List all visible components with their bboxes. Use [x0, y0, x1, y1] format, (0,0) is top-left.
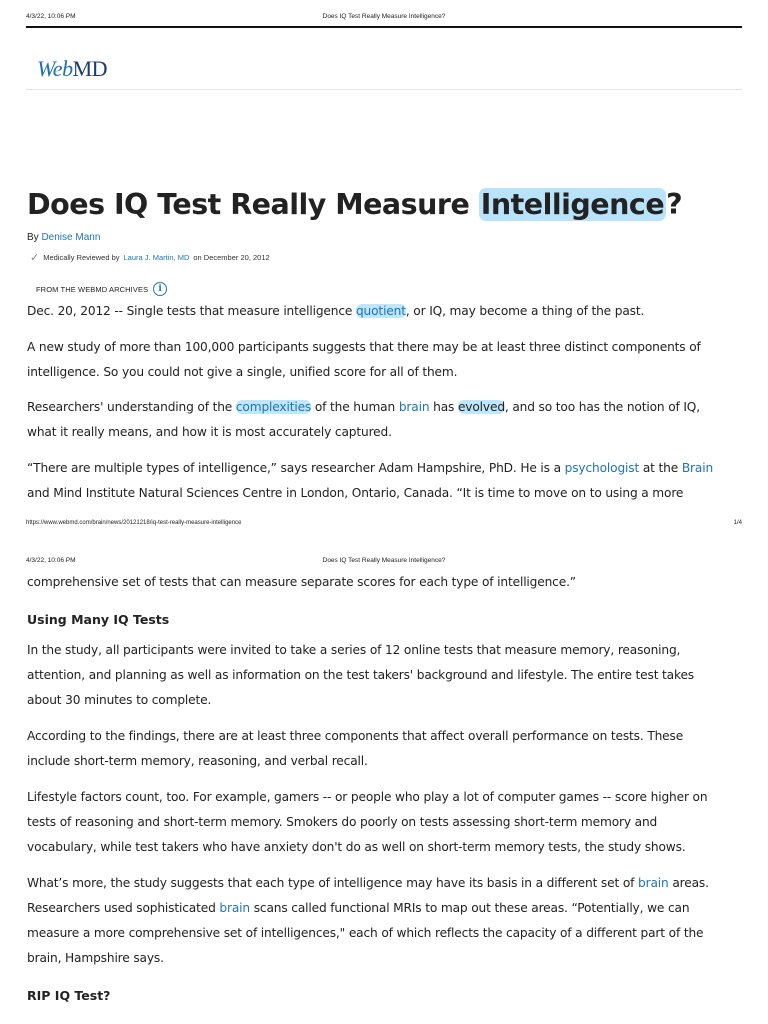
print-date: 4/3/22, 10:06 PM [26, 13, 76, 20]
p3-text-d: , and so too has the notion of IQ, what it really means, and how it is most accurately captured. [27, 400, 700, 439]
reviewed-date: on December 20, 2012 [193, 253, 270, 262]
p4-text-c: and Mind Institute Natural Sciences Centre in London, Ontario, Canada. “It is time to move on to using a more [27, 486, 684, 500]
site-header [26, 46, 742, 90]
p3-text-c: has [433, 400, 455, 414]
heading-rip-iq-test: RIP IQ Test? [27, 988, 111, 1003]
print-title: Does IQ Test Really Measure Intelligence? [322, 13, 446, 20]
link-brain-3[interactable]: brain [219, 901, 250, 915]
p9-text-b: areas. Researchers used sophisticated [27, 876, 709, 915]
reviewer-link[interactable]: Laura J. Martin, MD [123, 253, 190, 262]
p9-text-c: scans called functional MRIs to map out these areas. “Potentially, we can measure a more comprehensive set of intelligences," each of which reflects the capacity of a different part of the brain, Hampshire says. [27, 901, 704, 965]
archives-text: FROM THE WEBMD ARCHIVES [36, 284, 149, 294]
paragraph-4 [27, 456, 717, 506]
medical-review [30, 251, 270, 264]
highlight-evolved[interactable]: evolved [457, 400, 505, 414]
article-title [27, 188, 682, 221]
paragraph-6: In the study, all participants were invited to take a series of 12 online tests that measure memory, reasoning, attention, and planning as well as information on the test takers' background and lifestyle. The entire test takes about 30 minutes to complete. [27, 643, 695, 707]
paragraph-1 [27, 299, 717, 324]
p1-text-b: , or IQ, may become a thing of the past. [405, 304, 645, 318]
link-complexities[interactable]: complexities [235, 400, 312, 414]
print-footer [26, 520, 742, 526]
logo-web: Web [37, 56, 73, 81]
print-title-2: Does IQ Test Really Measure Intelligence? [322, 557, 446, 564]
page-number: 1/4 [733, 520, 742, 526]
print-date-2: 4/3/22, 10:06 PM [26, 557, 76, 564]
title-main: Does IQ Test Really Measure [27, 188, 470, 221]
byline [27, 232, 100, 243]
print-url: https://www.webmd.com/brain/news/20121218/iq-test-really-measure-intelligence [26, 520, 242, 526]
link-brain[interactable]: brain [398, 400, 430, 414]
title-highlight: Intelligence [480, 188, 665, 221]
paragraph-8: Lifestyle factors count, too. For example, gamers -- or people who play a lot of computer games -- score higher on tests of reasoning and short-term memory. Smokers do poorly on tests assessing short-term memory and vocabulary, while test takers who have anxiety don't do as well on short-term memory tests, the study shows. [27, 790, 708, 854]
by-label: By [27, 232, 39, 243]
check-icon: ✓ [30, 252, 40, 264]
header-rule [26, 26, 742, 28]
print-header-2 [26, 557, 742, 571]
webmd-logo[interactable] [37, 56, 107, 82]
link-brain-2[interactable]: brain [638, 876, 669, 890]
title-end: ? [666, 188, 683, 221]
logo-md: MD [72, 56, 108, 81]
heading-using-many-iq-tests: Using Many IQ Tests [27, 612, 170, 627]
paragraph-5: comprehensive set of tests that can measure separate scores for each type of intelligence.” [27, 575, 576, 589]
p3-text-b: of the human [314, 400, 396, 414]
reviewed-prefix: Medically Reviewed by [43, 253, 120, 262]
p4-text-b: at the [642, 461, 679, 475]
author-link[interactable]: Denise Mann [41, 232, 101, 243]
link-quotient[interactable]: quotient [355, 304, 406, 318]
p1-text-a: Dec. 20, 2012 -- Single tests that measure intelligence [27, 304, 353, 318]
paragraph-7: According to the findings, there are at least three components that affect overall performance on tests. These include short-term memory, reasoning, and verbal recall. [27, 729, 684, 768]
paragraph-3 [27, 395, 717, 445]
archives-label [36, 282, 167, 296]
print-header [26, 13, 742, 27]
paragraph-9 [27, 871, 717, 971]
p9-text-a: What’s more, the study suggests that each type of intelligence may have its basis in a different set of [27, 876, 635, 890]
link-brain-institute[interactable]: Brain [681, 461, 714, 475]
link-psychologist[interactable]: psychologist [564, 461, 640, 475]
p3-text-a: Researchers' understanding of the [27, 400, 233, 414]
info-icon[interactable]: i [153, 282, 167, 296]
p4-text-a: “There are multiple types of intelligence,” says researcher Adam Hampshire, PhD. He is a [27, 461, 561, 475]
paragraph-2: A new study of more than 100,000 participants suggests that there may be at least three distinct components of intelligence. So you could not give a single, unified score for all of them. [27, 340, 701, 379]
